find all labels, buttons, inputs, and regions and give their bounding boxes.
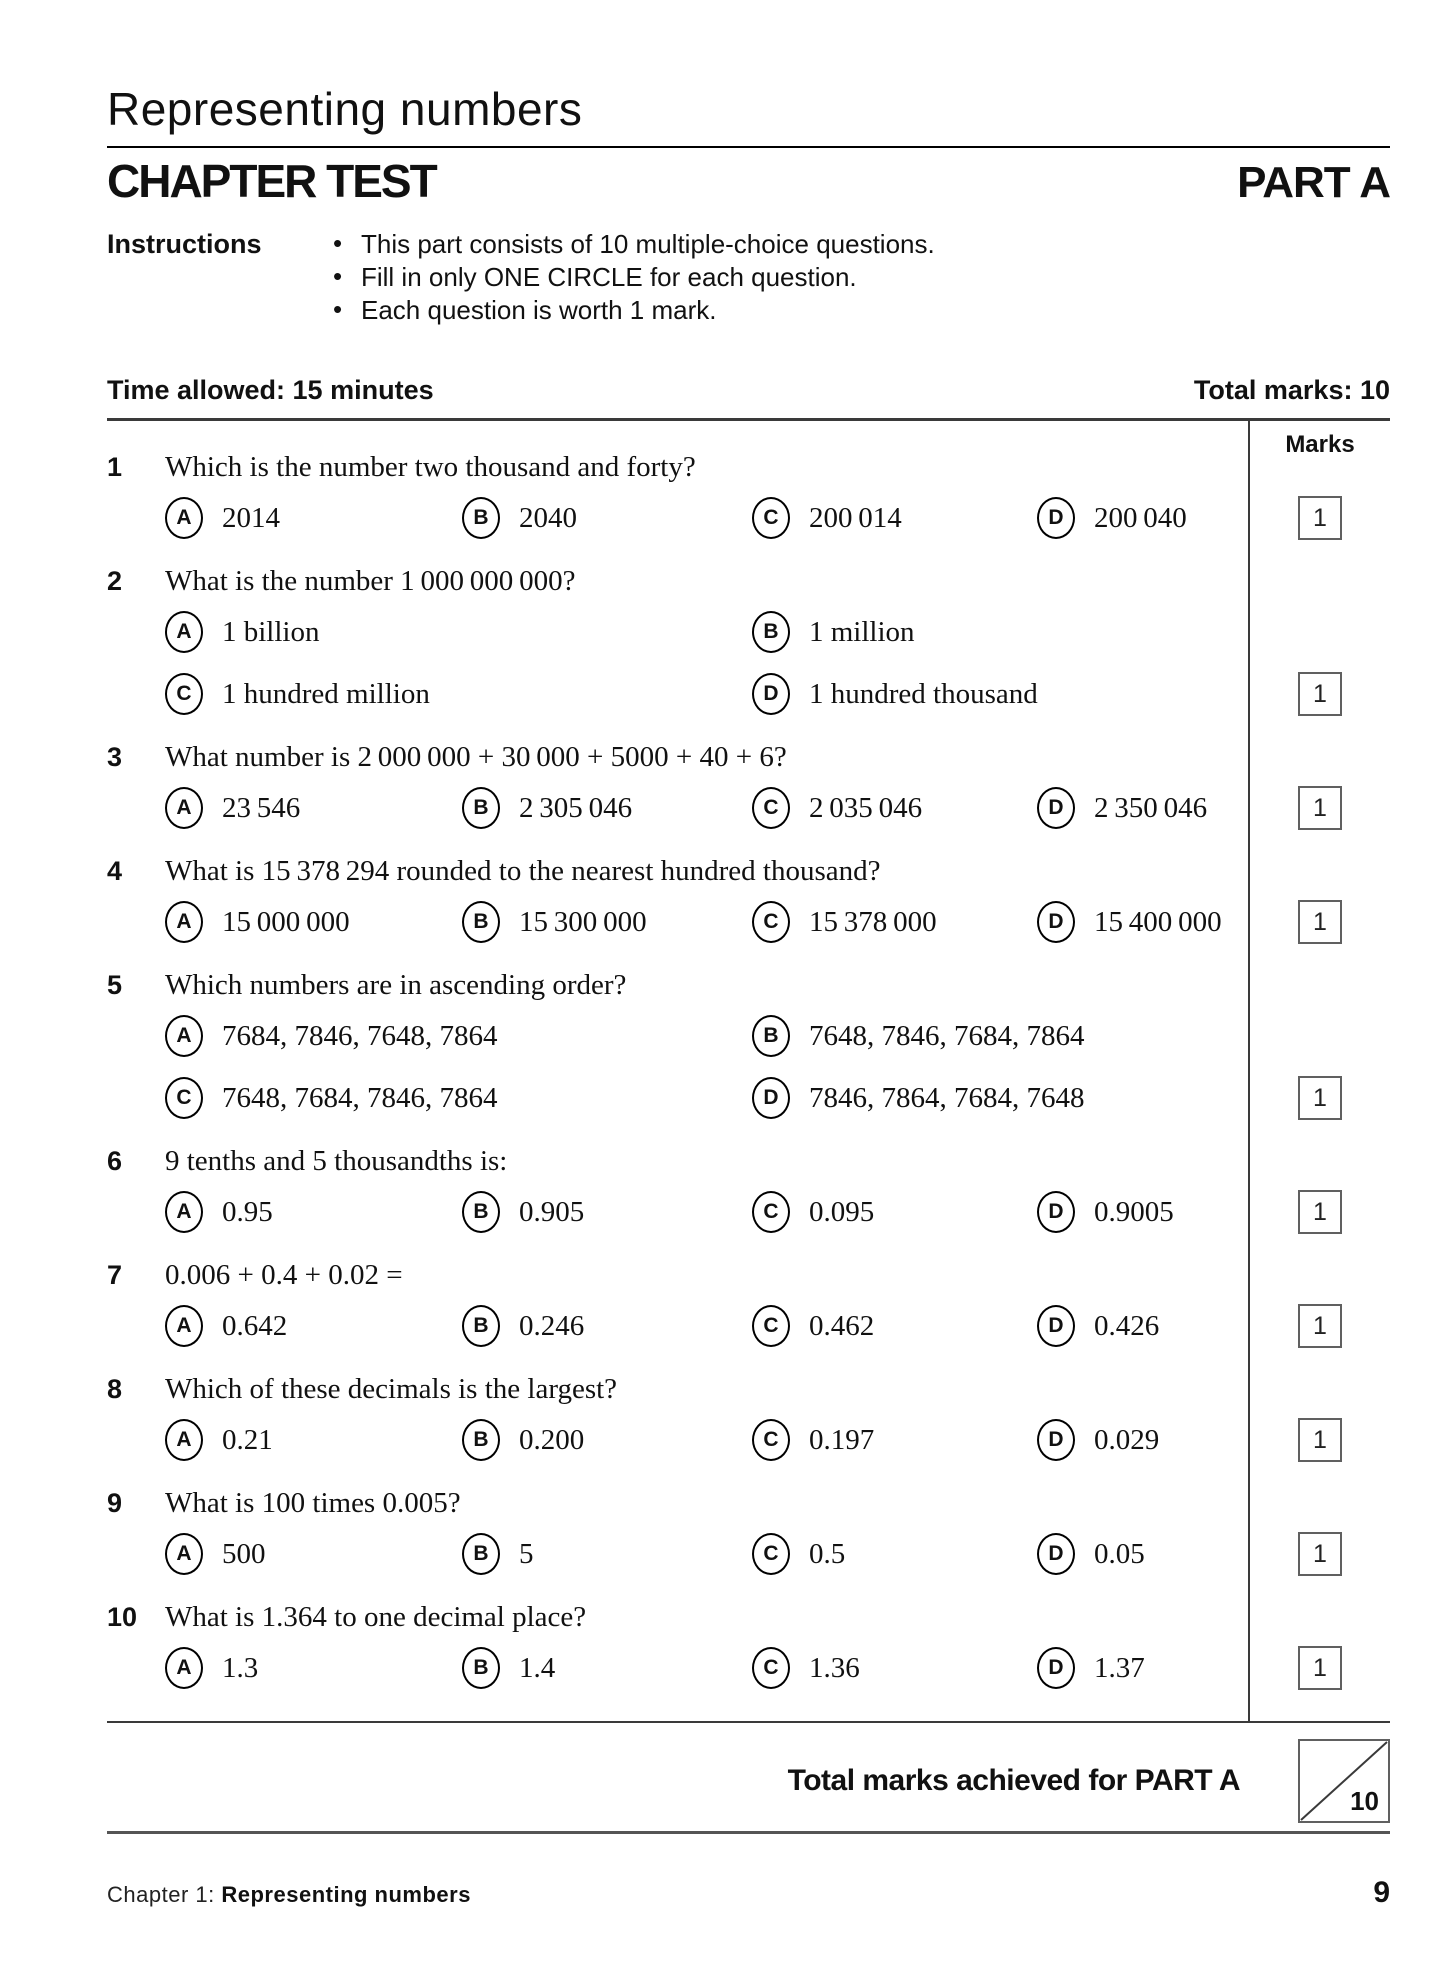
- question-text: Which of these decimals is the largest?: [165, 1373, 618, 1405]
- option-value: 15 378 000: [809, 905, 937, 938]
- question-marks-cell: [1250, 739, 1390, 831]
- options-row: [165, 495, 1234, 541]
- question-marks-cell: [1250, 1257, 1390, 1349]
- option-value: 1 million: [809, 615, 915, 648]
- option-value: 7846, 7864, 7684, 7648: [809, 1081, 1085, 1114]
- mark-box: 1: [1298, 1646, 1342, 1690]
- option-value: 0.462: [809, 1309, 875, 1342]
- test-header-row: [107, 154, 1390, 208]
- option-circle[interactable]: A: [165, 611, 203, 653]
- question-text: What number is 2 000 000 + 30 000 + 5000 + 40 + 6?: [165, 741, 787, 773]
- option-circle[interactable]: C: [752, 787, 790, 829]
- option-value: 0.95: [222, 1195, 273, 1228]
- part-label: PART A: [1237, 158, 1390, 207]
- total-marks-label: Total marks: 10: [1193, 375, 1390, 405]
- option-c: [165, 1075, 752, 1121]
- option-a: [165, 495, 462, 541]
- question-row: [107, 449, 1390, 541]
- page-number: 9: [1373, 1876, 1390, 1909]
- mark-box: 1: [1298, 1418, 1342, 1462]
- option-value: 2040: [519, 501, 577, 534]
- option-d: [1037, 1531, 1234, 1577]
- option-circle[interactable]: C: [165, 673, 203, 715]
- option-value: 2 305 046: [519, 791, 633, 824]
- question-marks-cell: [1250, 449, 1390, 541]
- question-row: [107, 1371, 1390, 1463]
- option-circle[interactable]: A: [165, 901, 203, 943]
- option-circle[interactable]: B: [752, 1015, 790, 1057]
- question-marks-cell: [1250, 1599, 1390, 1691]
- option-circle[interactable]: B: [462, 1647, 500, 1689]
- options-row: [165, 785, 1234, 831]
- option-d: [1037, 1303, 1234, 1349]
- options-row: [165, 1189, 1234, 1235]
- option-circle[interactable]: D: [752, 673, 790, 715]
- option-circle[interactable]: B: [462, 1191, 500, 1233]
- option-value: 7648, 7846, 7684, 7864: [809, 1019, 1085, 1052]
- option-value: 1.36: [809, 1651, 860, 1684]
- time-marks-row: [107, 375, 1390, 421]
- question-body: [165, 1143, 1250, 1235]
- time-allowed-label: Time allowed: 15 minutes: [107, 375, 434, 405]
- option-circle[interactable]: A: [165, 1533, 203, 1575]
- page-footer: [107, 1876, 1390, 1910]
- option-b: [462, 1645, 752, 1691]
- options-row: [165, 1417, 1234, 1463]
- instruction-item: • This part consists of 10 multiple-choice questions.: [319, 228, 935, 261]
- option-circle[interactable]: C: [752, 1419, 790, 1461]
- option-circle[interactable]: C: [752, 1305, 790, 1347]
- option-a: [165, 899, 462, 945]
- question-body: [165, 1257, 1250, 1349]
- option-b: [462, 1531, 752, 1577]
- option-circle[interactable]: A: [165, 1305, 203, 1347]
- mark-box: 1: [1298, 496, 1342, 540]
- question-number: 6: [107, 1146, 123, 1176]
- option-d: [752, 1075, 1234, 1121]
- option-circle[interactable]: C: [165, 1077, 203, 1119]
- instruction-item: • Fill in only ONE CIRCLE for each question.: [319, 261, 935, 294]
- option-c: [752, 1303, 1037, 1349]
- option-a: [165, 785, 462, 831]
- option-value: 2014: [222, 501, 280, 534]
- mark-box: 1: [1298, 1190, 1342, 1234]
- option-value: 1 billion: [222, 615, 320, 648]
- options-row: [165, 899, 1234, 945]
- question-text: What is 100 times 0.005?: [165, 1487, 461, 1519]
- option-circle[interactable]: D: [1037, 901, 1075, 943]
- footer-rule: [107, 1831, 1390, 1834]
- question-body: [165, 1371, 1250, 1463]
- questions-area: [107, 421, 1390, 1723]
- option-c: [752, 1645, 1037, 1691]
- mark-box: 1: [1298, 1532, 1342, 1576]
- option-circle[interactable]: A: [165, 1419, 203, 1461]
- question-row: [107, 1257, 1390, 1349]
- question-text: What is the number 1 000 000 000?: [165, 565, 576, 597]
- question-row: [107, 1599, 1390, 1691]
- footer-chapter-label: [107, 1882, 471, 1908]
- option-circle[interactable]: A: [165, 1191, 203, 1233]
- option-d: [1037, 1645, 1234, 1691]
- option-value: 15 300 000: [519, 905, 647, 938]
- option-circle[interactable]: B: [462, 1533, 500, 1575]
- question-body: [165, 563, 1250, 717]
- option-circle[interactable]: D: [752, 1077, 790, 1119]
- option-value: 1.4: [519, 1651, 556, 1684]
- marks-column-header: Marks: [1285, 431, 1355, 458]
- option-value: 0.5: [809, 1537, 846, 1570]
- option-a: [165, 609, 752, 655]
- chapter-title: Representing numbers: [107, 82, 1390, 148]
- option-a: [165, 1303, 462, 1349]
- option-value: 1 hundred million: [222, 677, 430, 710]
- question-body: [165, 967, 1250, 1121]
- options-row: [165, 609, 1234, 655]
- option-circle[interactable]: D: [1037, 1533, 1075, 1575]
- question-row: [107, 1485, 1390, 1577]
- options-row: [165, 1303, 1234, 1349]
- option-circle[interactable]: D: [1037, 1305, 1075, 1347]
- option-value: 0.197: [809, 1423, 875, 1456]
- option-value: 200 014: [809, 501, 902, 534]
- option-a: [165, 1189, 462, 1235]
- option-d: [1037, 495, 1234, 541]
- instructions-label: Instructions: [107, 229, 262, 259]
- option-circle[interactable]: D: [1037, 1191, 1075, 1233]
- question-row: [107, 739, 1390, 831]
- option-value: 0.905: [519, 1195, 585, 1228]
- question-number: 1: [107, 452, 123, 482]
- option-circle[interactable]: C: [752, 901, 790, 943]
- question-number: 2: [107, 566, 123, 596]
- mark-box: 1: [1298, 786, 1342, 830]
- option-circle[interactable]: D: [1037, 497, 1075, 539]
- option-circle[interactable]: D: [1037, 1419, 1075, 1461]
- question-number: 3: [107, 742, 123, 772]
- question-row: [107, 563, 1390, 717]
- option-c: [752, 1531, 1037, 1577]
- question-body: [165, 1485, 1250, 1577]
- mark-box: 1: [1298, 1076, 1342, 1120]
- option-value: 2 350 046: [1094, 791, 1208, 824]
- question-row: [107, 1143, 1390, 1235]
- question-text: 9 tenths and 5 thousandths is:: [165, 1145, 508, 1177]
- options-row: [165, 671, 1234, 717]
- question-text: 0.006 + 0.4 + 0.02 =: [165, 1259, 403, 1291]
- question-text: Which numbers are in ascending order?: [165, 969, 627, 1001]
- mark-box: 1: [1298, 900, 1342, 944]
- question-marks-cell: [1250, 967, 1390, 1121]
- option-a: [165, 1645, 462, 1691]
- option-value: 7648, 7684, 7846, 7864: [222, 1081, 498, 1114]
- option-value: 0.426: [1094, 1309, 1160, 1342]
- instructions-list: [319, 228, 935, 327]
- question-body: [165, 739, 1250, 831]
- option-circle[interactable]: B: [462, 901, 500, 943]
- total-achieved-label: Total marks achieved for PART A: [787, 1764, 1240, 1797]
- option-value: 0.029: [1094, 1423, 1160, 1456]
- option-a: [165, 1013, 752, 1059]
- option-value: 0.246: [519, 1309, 585, 1342]
- footer-chapter-name: Representing numbers: [221, 1882, 471, 1907]
- option-circle[interactable]: A: [165, 1015, 203, 1057]
- option-value: 0.200: [519, 1423, 585, 1456]
- option-value: 7684, 7846, 7648, 7864: [222, 1019, 498, 1052]
- question-body: [165, 1599, 1250, 1691]
- option-b: [462, 899, 752, 945]
- option-a: [165, 1531, 462, 1577]
- total-denominator: 10: [1350, 1786, 1379, 1816]
- question-number: 9: [107, 1488, 123, 1518]
- option-value: 0.05: [1094, 1537, 1145, 1570]
- option-d: [1037, 785, 1234, 831]
- footer-chapter-prefix: Chapter 1:: [107, 1882, 215, 1907]
- option-b: [462, 495, 752, 541]
- option-b: [752, 609, 1234, 655]
- option-circle[interactable]: C: [752, 497, 790, 539]
- option-circle[interactable]: D: [1037, 787, 1075, 829]
- option-circle[interactable]: A: [165, 497, 203, 539]
- option-c: [752, 899, 1037, 945]
- option-circle[interactable]: B: [462, 787, 500, 829]
- options-row: [165, 1645, 1234, 1691]
- question-marks-cell: [1250, 563, 1390, 717]
- question-marks-cell: [1250, 1143, 1390, 1235]
- question-body: [165, 853, 1250, 945]
- instruction-item: • Each question is worth 1 mark.: [319, 294, 935, 327]
- question-number: 5: [107, 970, 123, 1000]
- option-value: 1 hundred thousand: [809, 677, 1038, 710]
- option-d: [1037, 899, 1234, 945]
- option-circle[interactable]: C: [752, 1191, 790, 1233]
- option-circle[interactable]: C: [752, 1533, 790, 1575]
- option-value: 23 546: [222, 791, 301, 824]
- option-b: [752, 1013, 1234, 1059]
- option-value: 500: [222, 1537, 266, 1570]
- test-title: CHAPTER TEST: [107, 155, 436, 207]
- option-c: [165, 671, 752, 717]
- option-circle[interactable]: A: [165, 787, 203, 829]
- option-circle[interactable]: B: [462, 1419, 500, 1461]
- question-body: [165, 449, 1250, 541]
- marks-column-divider: [1248, 421, 1250, 1721]
- question-marks-cell: [1250, 1485, 1390, 1577]
- option-c: [752, 1417, 1037, 1463]
- option-circle[interactable]: B: [752, 611, 790, 653]
- question-marks-cell: [1250, 853, 1390, 945]
- option-value: 0.642: [222, 1309, 288, 1342]
- option-value: 200 040: [1094, 501, 1187, 534]
- option-d: [1037, 1417, 1234, 1463]
- option-b: [462, 1303, 752, 1349]
- question-number: 4: [107, 856, 123, 886]
- option-circle[interactable]: B: [462, 1305, 500, 1347]
- option-value: 1.37: [1094, 1651, 1145, 1684]
- total-score-box[interactable]: [1298, 1739, 1390, 1823]
- options-row: [165, 1075, 1234, 1121]
- question-number: 7: [107, 1260, 123, 1290]
- option-d: [1037, 1189, 1234, 1235]
- option-value: 0.095: [809, 1195, 875, 1228]
- option-c: [752, 495, 1037, 541]
- question-number: 10: [107, 1602, 138, 1632]
- option-c: [752, 1189, 1037, 1235]
- total-row: [107, 1739, 1390, 1823]
- option-value: 0.21: [222, 1423, 273, 1456]
- option-value: 15 000 000: [222, 905, 350, 938]
- option-circle[interactable]: A: [165, 1647, 203, 1689]
- option-value: 2 035 046: [809, 791, 923, 824]
- option-d: [752, 671, 1234, 717]
- question-text: What is 15 378 294 rounded to the nearest hundred thousand?: [165, 855, 881, 887]
- question-number: 8: [107, 1374, 123, 1404]
- question-row: [107, 967, 1390, 1121]
- option-b: [462, 1417, 752, 1463]
- question-text: Which is the number two thousand and forty?: [165, 451, 696, 483]
- option-c: [752, 785, 1037, 831]
- mark-box: 1: [1298, 1304, 1342, 1348]
- option-circle[interactable]: B: [462, 497, 500, 539]
- question-text: What is 1.364 to one decimal place?: [165, 1601, 587, 1633]
- question-row: [107, 853, 1390, 945]
- options-row: [165, 1531, 1234, 1577]
- option-a: [165, 1417, 462, 1463]
- option-value: 15 400 000: [1094, 905, 1222, 938]
- option-circle[interactable]: C: [752, 1647, 790, 1689]
- option-value: 5: [519, 1537, 534, 1570]
- option-value: 1.3: [222, 1651, 259, 1684]
- mark-box: 1: [1298, 672, 1342, 716]
- options-row: [165, 1013, 1234, 1059]
- option-b: [462, 1189, 752, 1235]
- question-marks-cell: [1250, 1371, 1390, 1463]
- option-b: [462, 785, 752, 831]
- option-value: 0.9005: [1094, 1195, 1174, 1228]
- instructions-block: [107, 228, 1390, 327]
- option-circle[interactable]: D: [1037, 1647, 1075, 1689]
